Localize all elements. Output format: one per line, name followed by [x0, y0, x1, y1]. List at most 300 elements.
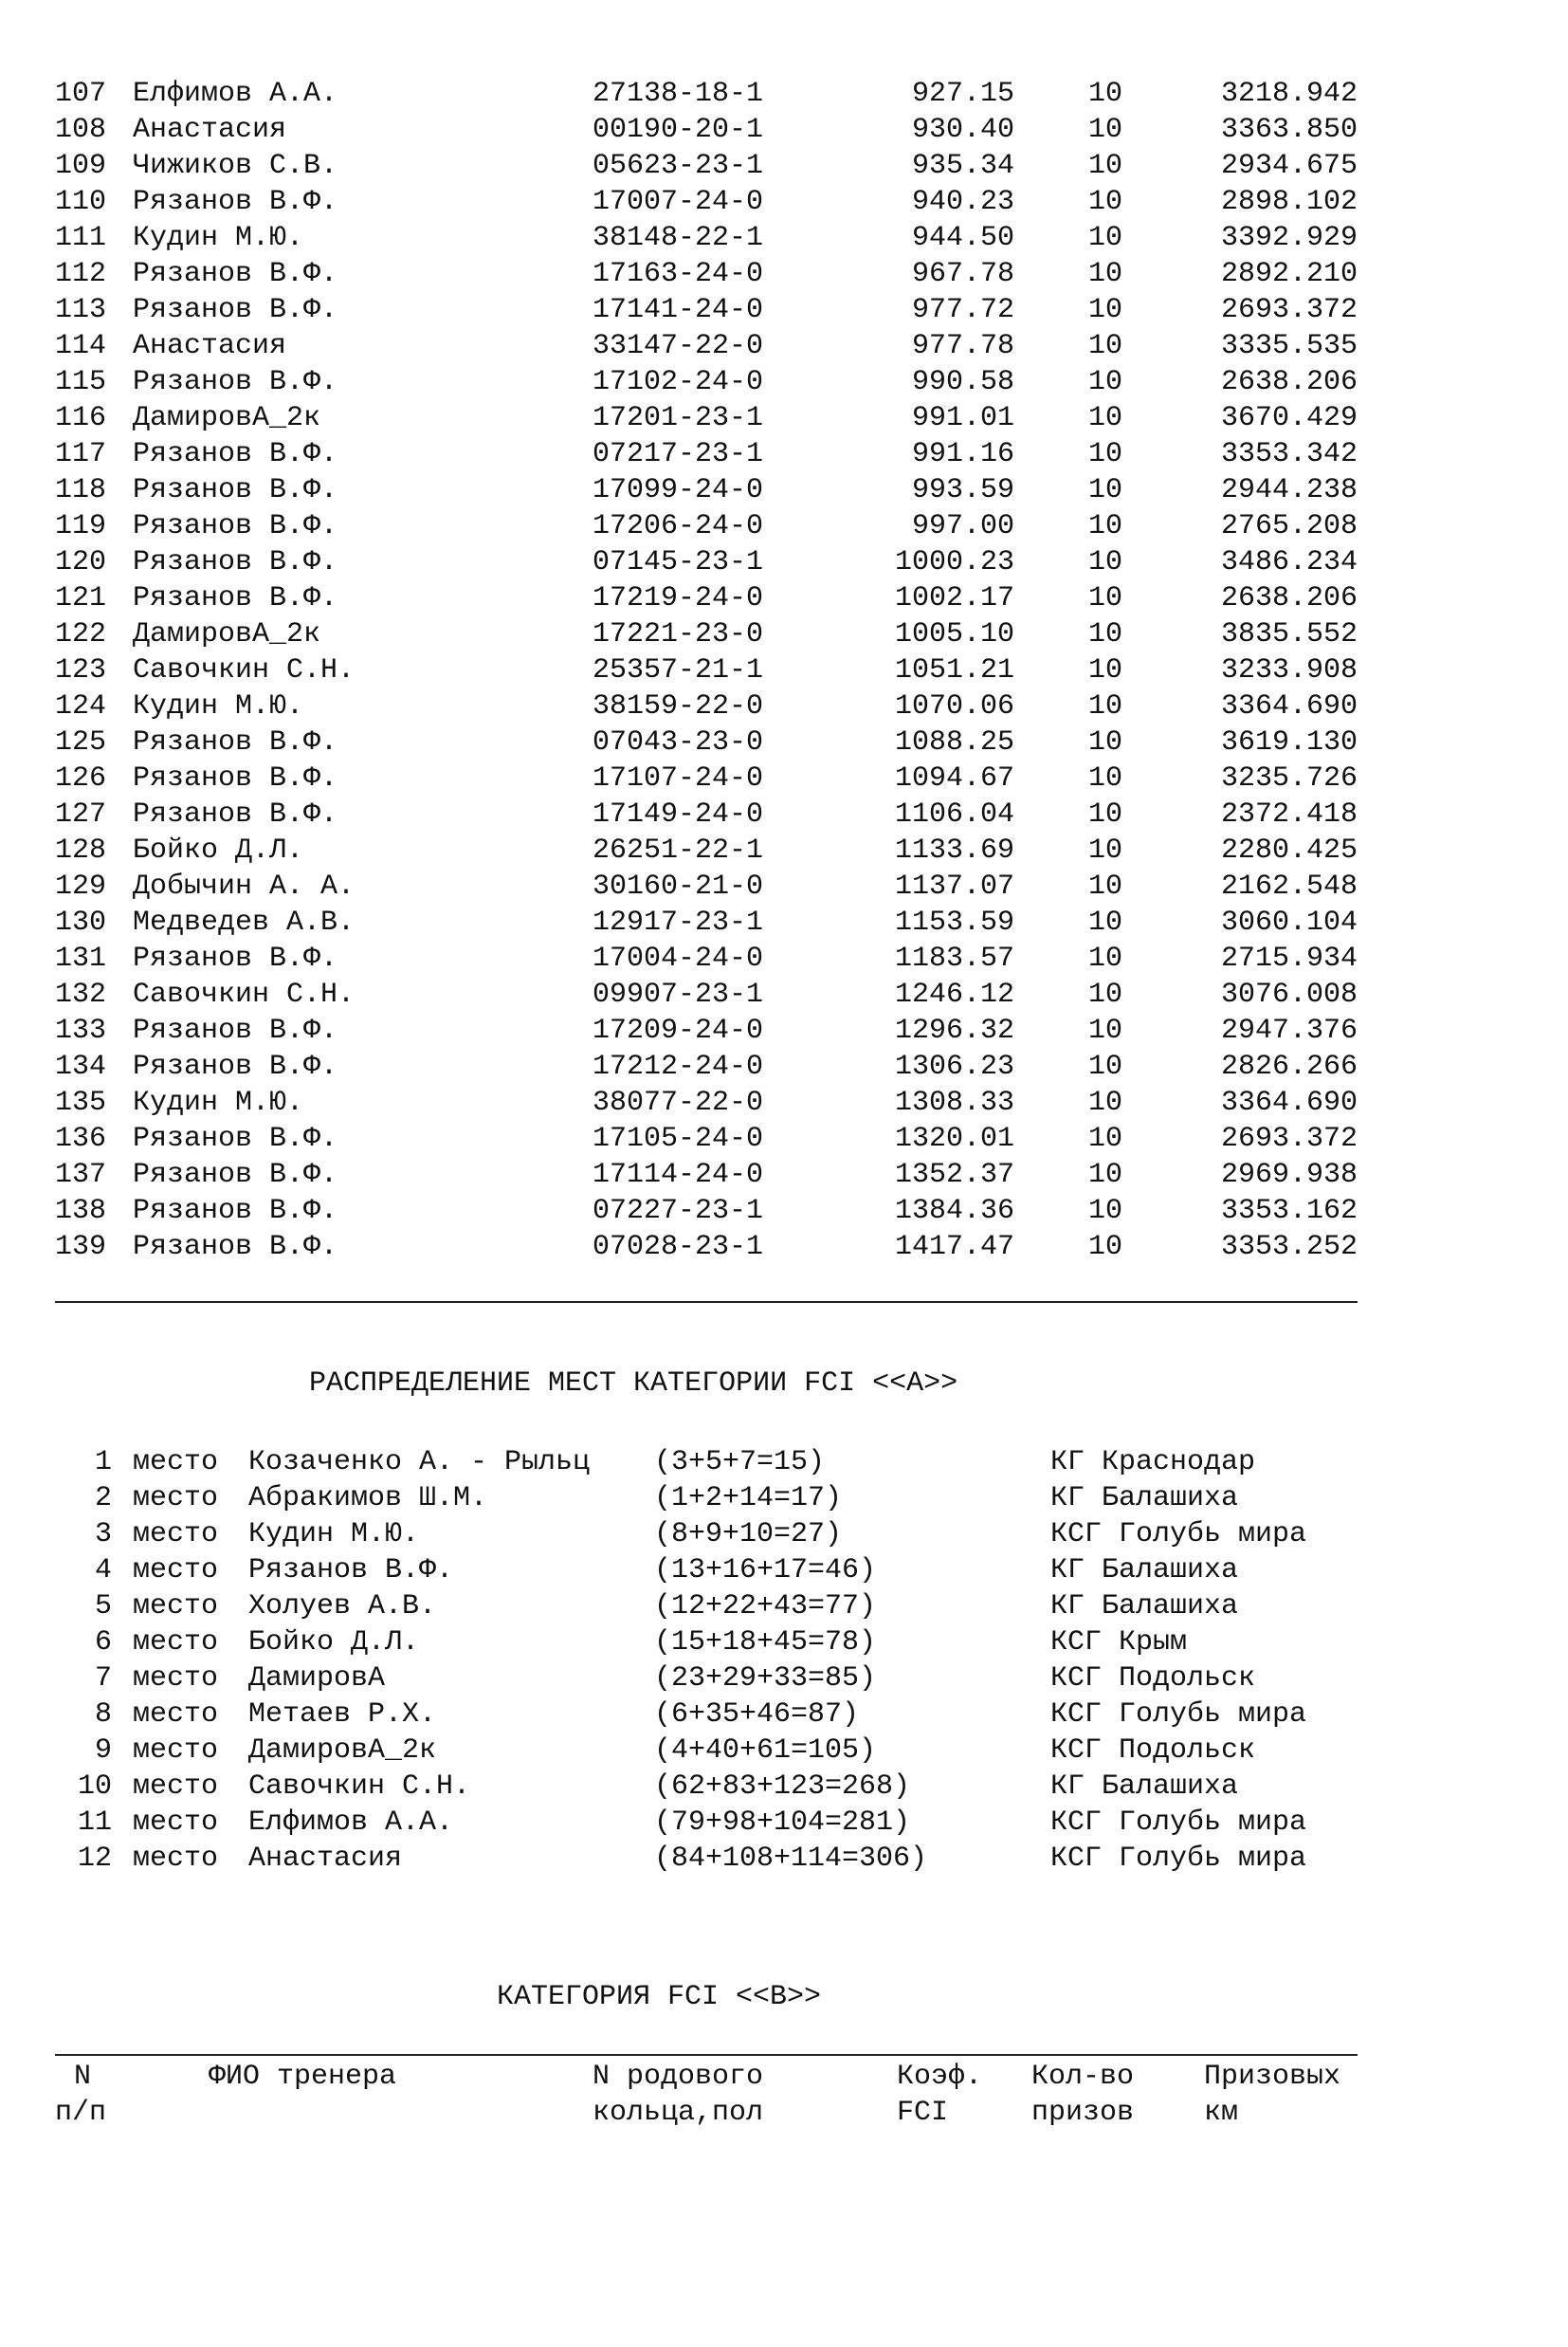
prize-count: 10: [1088, 582, 1123, 614]
trainer-name: Рязанов В.Ф.: [133, 366, 338, 398]
prize-count: 10: [1088, 798, 1123, 831]
place-word: место: [133, 1482, 219, 1514]
ring-number: 38077-22-0: [593, 1087, 764, 1119]
prize-count: 10: [1088, 1015, 1123, 1047]
fci-coefficient: 991.01: [911, 402, 1014, 434]
prize-count: 10: [1088, 690, 1123, 723]
header-ring: N родового: [593, 2061, 764, 2093]
place-number: 1: [94, 1446, 112, 1478]
place-number: 11: [77, 1806, 112, 1839]
row-number: 129: [55, 871, 107, 903]
club-name: КГ Балашиха: [1050, 1770, 1239, 1803]
prize-km: 3392.929: [1220, 222, 1358, 254]
fci-coefficient: 1106.04: [894, 798, 1014, 831]
fci-coefficient: 1417.47: [894, 1231, 1014, 1263]
fci-coefficient: 990.58: [911, 366, 1014, 398]
row-number: 108: [55, 114, 107, 146]
prize-km: 3060.104: [1220, 907, 1358, 939]
trainer-name: Рязанов В.Ф.: [133, 258, 338, 290]
trainer-name: Рязанов В.Ф.: [133, 546, 338, 578]
club-name: КГ Балашиха: [1050, 1554, 1239, 1586]
prize-km: 2693.372: [1220, 294, 1358, 326]
fci-coefficient: 1000.23: [894, 546, 1014, 578]
prize-count: 10: [1088, 186, 1123, 218]
trainer-name: Рязанов В.Ф.: [133, 798, 338, 831]
fci-coefficient: 1005.10: [894, 618, 1014, 651]
ring-number: 33147-22-0: [593, 330, 764, 362]
prize-km: 3218.942: [1220, 78, 1358, 110]
trainer-name: Рязанов В.Ф.: [133, 510, 338, 542]
prize-km: 2693.372: [1220, 1123, 1358, 1155]
row-number: 121: [55, 582, 107, 614]
prize-km: 2372.418: [1220, 798, 1358, 831]
points-sum: (15+18+45=78): [654, 1626, 877, 1659]
table-row: [0, 1193, 1568, 1229]
ring-number: 17209-24-0: [593, 1015, 764, 1047]
table-row: [0, 905, 1568, 941]
prize-count: 10: [1088, 1087, 1123, 1119]
prize-count: 10: [1088, 78, 1123, 110]
prize-count: 10: [1088, 402, 1123, 434]
prize-km: 3619.130: [1220, 726, 1358, 759]
trainer-name: Кудин М.Ю.: [248, 1518, 420, 1550]
table-row: [0, 580, 1568, 616]
ring-number: 17219-24-0: [593, 582, 764, 614]
club-name: КСГ Голубь мира: [1050, 1806, 1307, 1839]
ring-number: 05623-23-1: [593, 150, 764, 182]
trainer-name: Кудин М.Ю.: [133, 1087, 304, 1119]
prize-km: 2969.938: [1220, 1159, 1358, 1191]
place-word: место: [133, 1698, 219, 1731]
prize-count: 10: [1088, 1231, 1123, 1263]
prize-count: 10: [1088, 762, 1123, 795]
prize-km: 3670.429: [1220, 402, 1358, 434]
list-item: [0, 1805, 1568, 1841]
table-row: [0, 1049, 1568, 1085]
trainer-name: Анастасия: [248, 1843, 403, 1875]
trainer-name: Рязанов В.Ф.: [133, 1051, 338, 1083]
fci-coefficient: 930.40: [911, 114, 1014, 146]
fci-coefficient: 1320.01: [894, 1123, 1014, 1155]
ring-number: 26251-22-1: [593, 834, 764, 867]
standings-title: РАСПРЕДЕЛЕНИЕ МЕСТ КАТЕГОРИИ FCI <<А>>: [309, 1367, 958, 1400]
points-sum: (4+40+61=105): [654, 1734, 877, 1767]
ring-number: 27138-18-1: [593, 78, 764, 110]
row-number: 125: [55, 726, 107, 759]
header-count-2: призов: [1031, 2097, 1135, 2129]
trainer-name: Рязанов В.Ф.: [133, 438, 338, 470]
club-name: КГ Балашиха: [1050, 1590, 1239, 1623]
prize-count: 10: [1088, 1195, 1123, 1227]
points-sum: (84+108+114=306): [654, 1843, 928, 1875]
trainer-name: Рязанов В.Ф.: [133, 582, 338, 614]
trainer-name: Бойко Д.Л.: [248, 1626, 420, 1659]
row-number: 110: [55, 186, 107, 218]
prize-count: 10: [1088, 871, 1123, 903]
fci-coefficient: 993.59: [911, 474, 1014, 506]
trainer-name: Бойко Д.Л.: [133, 834, 304, 867]
fci-coefficient: 1070.06: [894, 690, 1014, 723]
place-word: место: [133, 1770, 219, 1803]
ring-number: 17105-24-0: [593, 1123, 764, 1155]
fci-coefficient: 1051.21: [894, 654, 1014, 687]
row-number: 114: [55, 330, 107, 362]
table-row: [0, 220, 1568, 256]
trainer-name: Рязанов В.Ф.: [133, 943, 338, 975]
table-row: [0, 724, 1568, 761]
prize-km: 3353.252: [1220, 1231, 1358, 1263]
place-number: 7: [94, 1662, 112, 1695]
fci-coefficient: 1384.36: [894, 1195, 1014, 1227]
table-row: [0, 76, 1568, 112]
row-number: 133: [55, 1015, 107, 1047]
prize-km: 2944.238: [1220, 474, 1358, 506]
trainer-name: Рязанов В.Ф.: [133, 294, 338, 326]
place-word: место: [133, 1590, 219, 1623]
points-sum: (12+22+43=77): [654, 1590, 877, 1623]
club-name: КСГ Крым: [1050, 1626, 1188, 1659]
header-np-2: п/п: [55, 2097, 107, 2129]
ring-number: 25357-21-1: [593, 654, 764, 687]
prize-km: 2280.425: [1220, 834, 1358, 867]
prize-km: 2892.210: [1220, 258, 1358, 290]
prize-km: 3364.690: [1220, 690, 1358, 723]
fci-coefficient: 1246.12: [894, 979, 1014, 1011]
trainer-name: Метаев Р.Х.: [248, 1698, 437, 1731]
club-name: КСГ Голубь мира: [1050, 1843, 1307, 1875]
row-number: 111: [55, 222, 107, 254]
trainer-name: Чижиков С.В.: [133, 150, 338, 182]
place-number: 8: [94, 1698, 112, 1731]
ring-number: 17141-24-0: [593, 294, 764, 326]
ring-number: 17099-24-0: [593, 474, 764, 506]
table-row: [0, 1013, 1568, 1049]
ring-number: 07217-23-1: [593, 438, 764, 470]
prize-count: 10: [1088, 1123, 1123, 1155]
prize-km: 2934.675: [1220, 150, 1358, 182]
prize-count: 10: [1088, 438, 1123, 470]
list-item: [0, 1769, 1568, 1805]
club-name: КСГ Подольск: [1050, 1734, 1256, 1767]
list-item: [0, 1552, 1568, 1588]
header-fio: ФИО тренера: [209, 2061, 397, 2093]
category-b-header-row-1: [0, 2059, 1568, 2095]
ring-number: 17212-24-0: [593, 1051, 764, 1083]
table-row: [0, 508, 1568, 544]
trainer-name: Рязанов В.Ф.: [133, 726, 338, 759]
trainer-name: Савочкин С.Н.: [248, 1770, 471, 1803]
fci-coefficient: 1133.69: [894, 834, 1014, 867]
fci-coefficient: 991.16: [911, 438, 1014, 470]
list-item: [0, 1516, 1568, 1552]
trainer-name: Рязанов В.Ф.: [133, 1231, 338, 1263]
fci-coefficient: 977.78: [911, 330, 1014, 362]
fci-coefficient: 997.00: [911, 510, 1014, 542]
place-word: место: [133, 1554, 219, 1586]
trainer-name: ДамировА_2к: [133, 402, 321, 434]
points-sum: (23+29+33=85): [654, 1662, 877, 1695]
fci-coefficient: 1094.67: [894, 762, 1014, 795]
trainer-name: Кудин М.Ю.: [133, 690, 304, 723]
prize-km: 2162.548: [1220, 871, 1358, 903]
row-number: 119: [55, 510, 107, 542]
trainer-name: ДамировА_2к: [133, 618, 321, 651]
place-number: 6: [94, 1626, 112, 1659]
trainer-name: Рязанов В.Ф.: [133, 1159, 338, 1191]
trainer-name: Рязанов В.Ф.: [133, 1015, 338, 1047]
table-row: [0, 652, 1568, 688]
place-number: 2: [94, 1482, 112, 1514]
table-bottom-rule: [55, 1301, 1358, 1303]
prize-count: 10: [1088, 618, 1123, 651]
fci-coefficient: 1306.23: [894, 1051, 1014, 1083]
prize-count: 10: [1088, 474, 1123, 506]
trainer-name: Анастасия: [133, 114, 287, 146]
ring-number: 07043-23-0: [593, 726, 764, 759]
prize-km: 3363.850: [1220, 114, 1358, 146]
prize-km: 2765.208: [1220, 510, 1358, 542]
fci-coefficient: 1308.33: [894, 1087, 1014, 1119]
place-word: место: [133, 1662, 219, 1695]
ring-number: 07145-23-1: [593, 546, 764, 578]
list-item: [0, 1588, 1568, 1624]
table-row: [0, 544, 1568, 580]
row-number: 135: [55, 1087, 107, 1119]
fci-coefficient: 1088.25: [894, 726, 1014, 759]
prize-km: 3364.690: [1220, 1087, 1358, 1119]
club-name: КСГ Подольск: [1050, 1662, 1256, 1695]
header-coef: Коэф.: [897, 2061, 983, 2093]
club-name: КГ Краснодар: [1050, 1446, 1256, 1478]
ring-number: 38159-22-0: [593, 690, 764, 723]
table-row: [0, 797, 1568, 833]
prize-km: 2947.376: [1220, 1015, 1358, 1047]
ring-number: 07227-23-1: [593, 1195, 764, 1227]
list-item: [0, 1696, 1568, 1733]
prize-count: 10: [1088, 1051, 1123, 1083]
prize-count: 10: [1088, 726, 1123, 759]
table-row: [0, 977, 1568, 1013]
prize-km: 3835.552: [1220, 618, 1358, 651]
fci-coefficient: 1296.32: [894, 1015, 1014, 1047]
ring-number: 00190-20-1: [593, 114, 764, 146]
prize-count: 10: [1088, 907, 1123, 939]
club-name: КСГ Голубь мира: [1050, 1518, 1307, 1550]
prize-km: 2826.266: [1220, 1051, 1358, 1083]
ring-number: 30160-21-0: [593, 871, 764, 903]
prize-km: 3353.162: [1220, 1195, 1358, 1227]
list-item: [0, 1733, 1568, 1769]
points-sum: (1+2+14=17): [654, 1482, 843, 1514]
place-number: 9: [94, 1734, 112, 1767]
ring-number: 12917-23-1: [593, 907, 764, 939]
list-item: [0, 1624, 1568, 1660]
row-number: 128: [55, 834, 107, 867]
place-word: место: [133, 1806, 219, 1839]
fci-coefficient: 944.50: [911, 222, 1014, 254]
table-row: [0, 436, 1568, 472]
row-number: 107: [55, 78, 107, 110]
prize-km: 3076.008: [1220, 979, 1358, 1011]
fci-coefficient: 1153.59: [894, 907, 1014, 939]
trainer-name: ДамировА: [248, 1662, 386, 1695]
ring-number: 17149-24-0: [593, 798, 764, 831]
trainer-name: Холуев А.В.: [248, 1590, 437, 1623]
table-row: [0, 328, 1568, 364]
ring-number: 17221-23-0: [593, 618, 764, 651]
row-number: 134: [55, 1051, 107, 1083]
table-row: [0, 1085, 1568, 1121]
table-row: [0, 761, 1568, 797]
table-row: [0, 400, 1568, 436]
place-word: место: [133, 1734, 219, 1767]
table-row: [0, 256, 1568, 292]
list-item: [0, 1480, 1568, 1516]
fci-coefficient: 940.23: [911, 186, 1014, 218]
fci-coefficient: 967.78: [911, 258, 1014, 290]
ring-number: 38148-22-1: [593, 222, 764, 254]
row-number: 126: [55, 762, 107, 795]
place-number: 5: [94, 1590, 112, 1623]
list-item: [0, 1660, 1568, 1696]
row-number: 131: [55, 943, 107, 975]
place-word: место: [133, 1843, 219, 1875]
trainer-name: Козаченко А. - Рыльц: [248, 1446, 591, 1478]
header-np: N: [74, 2061, 92, 2093]
prize-km: 2638.206: [1220, 582, 1358, 614]
ring-number: 17004-24-0: [593, 943, 764, 975]
row-number: 139: [55, 1231, 107, 1263]
table-row: [0, 941, 1568, 977]
prize-count: 10: [1088, 330, 1123, 362]
trainer-name: Рязанов В.Ф.: [133, 1195, 338, 1227]
row-number: 138: [55, 1195, 107, 1227]
row-number: 117: [55, 438, 107, 470]
ring-number: 17007-24-0: [593, 186, 764, 218]
prize-count: 10: [1088, 366, 1123, 398]
place-number: 4: [94, 1554, 112, 1586]
trainer-name: Анастасия: [133, 330, 287, 362]
prize-km: 2638.206: [1220, 366, 1358, 398]
row-number: 137: [55, 1159, 107, 1191]
row-number: 136: [55, 1123, 107, 1155]
trainer-name: Елфимов А.А.: [248, 1806, 454, 1839]
table-row: [0, 184, 1568, 220]
place-word: место: [133, 1518, 219, 1550]
ring-number: 17201-23-1: [593, 402, 764, 434]
place-number: 3: [94, 1518, 112, 1550]
row-number: 123: [55, 654, 107, 687]
prize-count: 10: [1088, 258, 1123, 290]
fci-coefficient: 1002.17: [894, 582, 1014, 614]
table-row: [0, 1229, 1568, 1265]
ring-number: 09907-23-1: [593, 979, 764, 1011]
ring-number: 17114-24-0: [593, 1159, 764, 1191]
place-word: место: [133, 1446, 219, 1478]
prize-km: 3486.234: [1220, 546, 1358, 578]
ring-number: 17102-24-0: [593, 366, 764, 398]
points-sum: (62+83+123=268): [654, 1770, 911, 1803]
prize-count: 10: [1088, 222, 1123, 254]
fci-coefficient: 927.15: [911, 78, 1014, 110]
prize-count: 10: [1088, 150, 1123, 182]
header-coef-2: FCI: [897, 2097, 949, 2129]
row-number: 120: [55, 546, 107, 578]
row-number: 122: [55, 618, 107, 651]
list-item: [0, 1444, 1568, 1480]
category-b-title: КАТЕГОРИЯ FCI <<В>>: [497, 1981, 822, 2013]
table-row: [0, 833, 1568, 869]
ring-number: 07028-23-1: [593, 1231, 764, 1263]
trainer-name: Рязанов В.Ф.: [133, 474, 338, 506]
table-row: [0, 688, 1568, 724]
ring-number: 17206-24-0: [593, 510, 764, 542]
trainer-name: Рязанов В.Ф.: [248, 1554, 454, 1586]
category-b-header-top-rule: [55, 2054, 1358, 2056]
prize-count: 10: [1088, 654, 1123, 687]
trainer-name: Рязанов В.Ф.: [133, 762, 338, 795]
trainer-name: Добычин А. А.: [133, 871, 356, 903]
row-number: 113: [55, 294, 107, 326]
ring-number: 17163-24-0: [593, 258, 764, 290]
table-row: [0, 112, 1568, 148]
row-number: 132: [55, 979, 107, 1011]
trainer-name: Савочкин С.Н.: [133, 654, 356, 687]
trainer-name: Рязанов В.Ф.: [133, 1123, 338, 1155]
prize-count: 10: [1088, 979, 1123, 1011]
table-row: [0, 472, 1568, 508]
header-km-2: км: [1204, 2097, 1239, 2129]
trainer-name: Елфимов А.А.: [133, 78, 338, 110]
trainer-name: ДамировА_2к: [248, 1734, 437, 1767]
row-number: 118: [55, 474, 107, 506]
row-number: 116: [55, 402, 107, 434]
prize-km: 2715.934: [1220, 943, 1358, 975]
prize-count: 10: [1088, 294, 1123, 326]
trainer-name: Рязанов В.Ф.: [133, 186, 338, 218]
trainer-name: Абракимов Ш.М.: [248, 1482, 488, 1514]
club-name: КГ Балашиха: [1050, 1482, 1239, 1514]
table-row: [0, 148, 1568, 184]
trainer-name: Савочкин С.Н.: [133, 979, 356, 1011]
prize-km: 3335.535: [1220, 330, 1358, 362]
prize-km: 2898.102: [1220, 186, 1358, 218]
place-word: место: [133, 1626, 219, 1659]
points-sum: (6+35+46=87): [654, 1698, 860, 1731]
fci-coefficient: 935.34: [911, 150, 1014, 182]
fci-coefficient: 1137.07: [894, 871, 1014, 903]
prize-km: 3353.342: [1220, 438, 1358, 470]
table-row: [0, 364, 1568, 400]
trainer-name: Кудин М.Ю.: [133, 222, 304, 254]
row-number: 124: [55, 690, 107, 723]
prize-count: 10: [1088, 510, 1123, 542]
club-name: КСГ Голубь мира: [1050, 1698, 1307, 1731]
prize-km: 3235.726: [1220, 762, 1358, 795]
prize-km: 3233.908: [1220, 654, 1358, 687]
prize-count: 10: [1088, 546, 1123, 578]
table-row: [0, 616, 1568, 652]
fci-coefficient: 1352.37: [894, 1159, 1014, 1191]
row-number: 109: [55, 150, 107, 182]
row-number: 127: [55, 798, 107, 831]
row-number: 112: [55, 258, 107, 290]
place-number: 12: [77, 1843, 112, 1875]
table-row: [0, 1121, 1568, 1157]
fci-coefficient: 1183.57: [894, 943, 1014, 975]
table-row: [0, 1157, 1568, 1193]
prize-count: 10: [1088, 1159, 1123, 1191]
